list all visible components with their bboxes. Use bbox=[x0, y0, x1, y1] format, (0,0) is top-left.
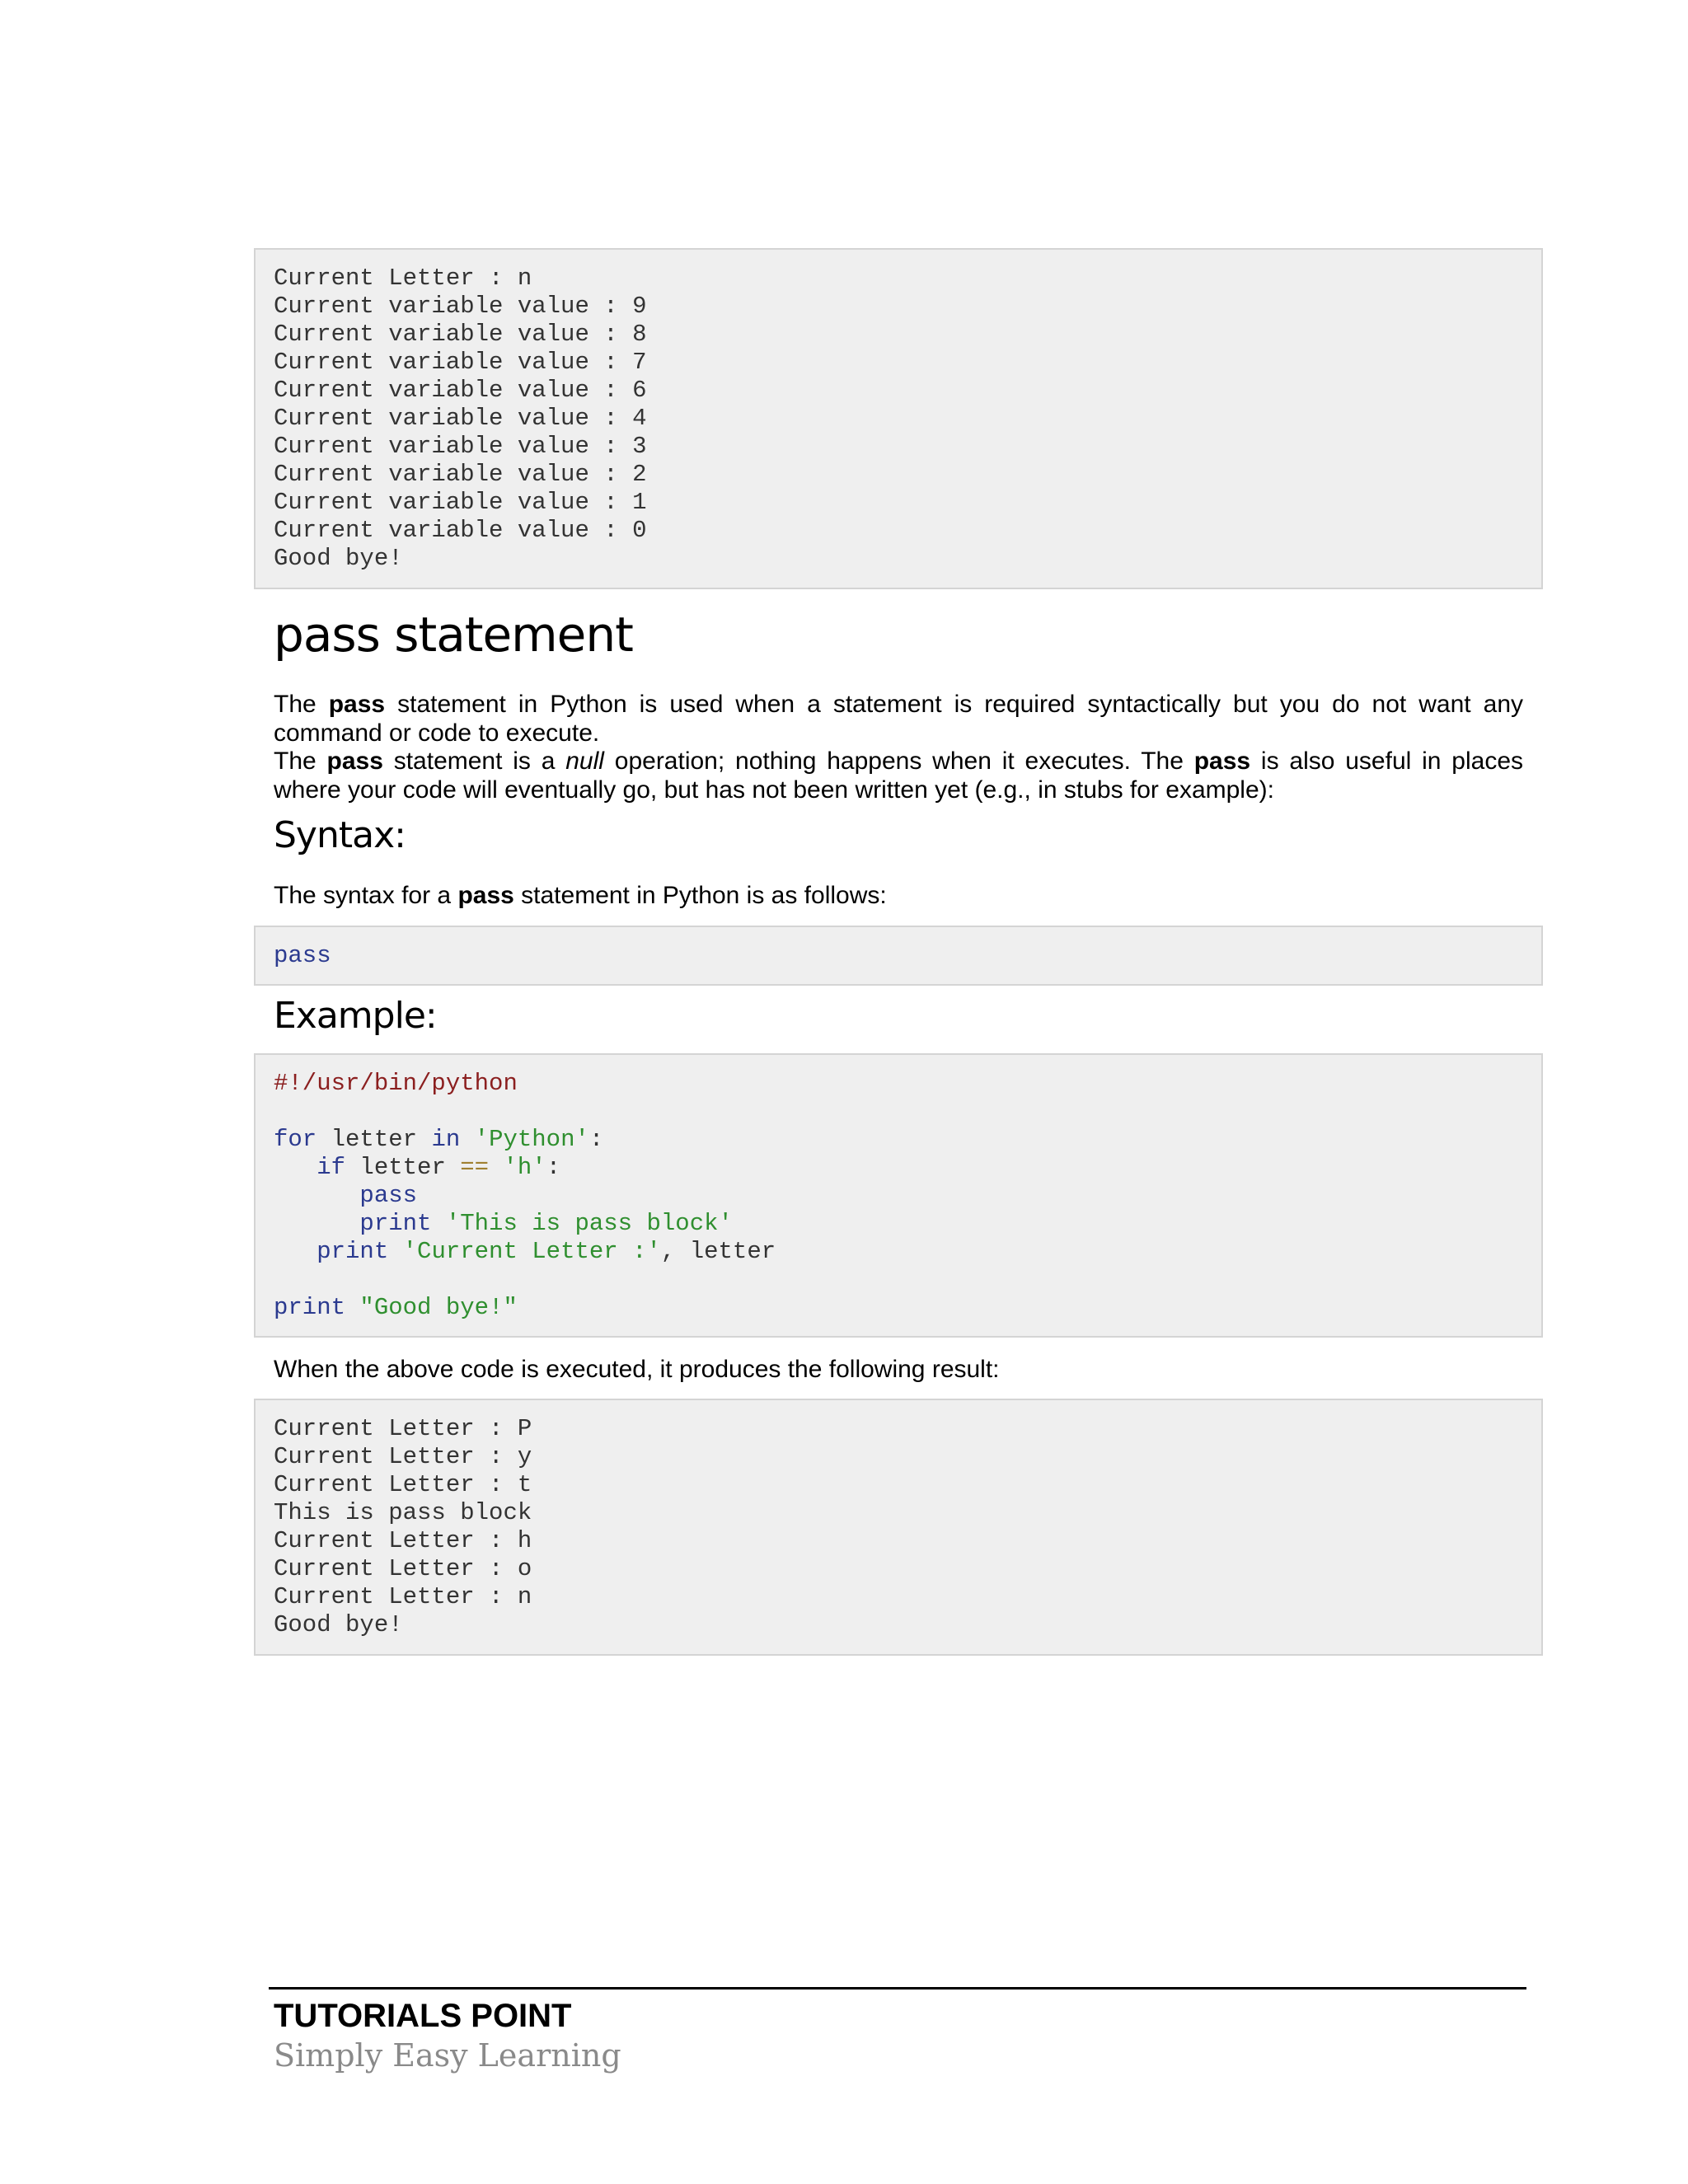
output-line: This is pass block bbox=[274, 1499, 532, 1526]
output-line: Current variable value : 9 bbox=[274, 293, 647, 320]
syntax-code-block bbox=[254, 926, 1543, 986]
output-line: Current Letter : h bbox=[274, 1527, 532, 1554]
output-block-result bbox=[254, 1399, 1543, 1656]
intro-paragraph: The pass statement in Python is used when a statement is required syntactically but you do not want any command or code to execute. bbox=[274, 691, 1524, 747]
code-line: print 'This is pass block' bbox=[359, 1210, 733, 1237]
output-line: Current Letter : n bbox=[274, 265, 532, 292]
keyword-pass: pass bbox=[1193, 748, 1251, 775]
output-line: Current variable value : 0 bbox=[274, 517, 647, 544]
footer-brand-title: TUTORIALS POINT bbox=[274, 1998, 572, 2034]
code-line: if letter == 'h': bbox=[316, 1154, 561, 1181]
result-intro: When the above code is executed, it produces the following result: bbox=[274, 1356, 1000, 1383]
output-line: Current Letter : n bbox=[274, 1583, 532, 1610]
syntax-intro: The syntax for a pass statement in Python is as follows: bbox=[274, 882, 887, 909]
output-line: Current variable value : 1 bbox=[274, 489, 647, 516]
output-line: Current variable value : 3 bbox=[274, 433, 647, 460]
example-heading: Example: bbox=[274, 995, 437, 1037]
code-line: pass bbox=[274, 942, 331, 969]
code-line: print "Good bye!" bbox=[274, 1294, 518, 1321]
output-block-previous bbox=[254, 248, 1543, 589]
output-line: Current variable value : 6 bbox=[274, 377, 647, 404]
code-line: pass bbox=[359, 1182, 418, 1209]
syntax-heading: Syntax: bbox=[274, 814, 406, 856]
output-line: Current variable value : 4 bbox=[274, 405, 647, 432]
output-line: Current Letter : y bbox=[274, 1443, 532, 1470]
keyword-pass: pass bbox=[457, 882, 514, 909]
code-line: print 'Current Letter :', letter bbox=[316, 1238, 776, 1265]
emphasis-null: null bbox=[565, 748, 604, 775]
keyword-pass: pass bbox=[326, 748, 383, 775]
example-code-block bbox=[254, 1053, 1543, 1338]
output-line: Good bye! bbox=[274, 545, 403, 572]
description-paragraph: The pass statement is a null operation; nothing happens when it executes. The pass is also useful in places where your code will eventually go, but has not been written yet (e.g., in stubs for example): bbox=[274, 748, 1524, 804]
output-line: Current Letter : P bbox=[274, 1415, 532, 1442]
output-line: Good bye! bbox=[274, 1611, 403, 1638]
footer-divider bbox=[269, 1987, 1526, 1990]
code-line-shebang: #!/usr/bin/python bbox=[274, 1070, 518, 1097]
output-line: Current variable value : 2 bbox=[274, 461, 647, 488]
footer-brand-tagline: Simply Easy Learning bbox=[274, 2037, 621, 2074]
section-title: pass statement bbox=[274, 607, 633, 663]
code-line-blank bbox=[274, 1266, 1523, 1294]
output-line: Current variable value : 8 bbox=[274, 321, 647, 348]
code-line: for letter in 'Python': bbox=[274, 1126, 604, 1153]
output-line: Current Letter : o bbox=[274, 1555, 532, 1582]
keyword-pass: pass bbox=[328, 691, 386, 718]
output-line: Current variable value : 7 bbox=[274, 349, 647, 376]
output-line: Current Letter : t bbox=[274, 1471, 532, 1498]
code-line-blank bbox=[274, 1098, 1523, 1126]
